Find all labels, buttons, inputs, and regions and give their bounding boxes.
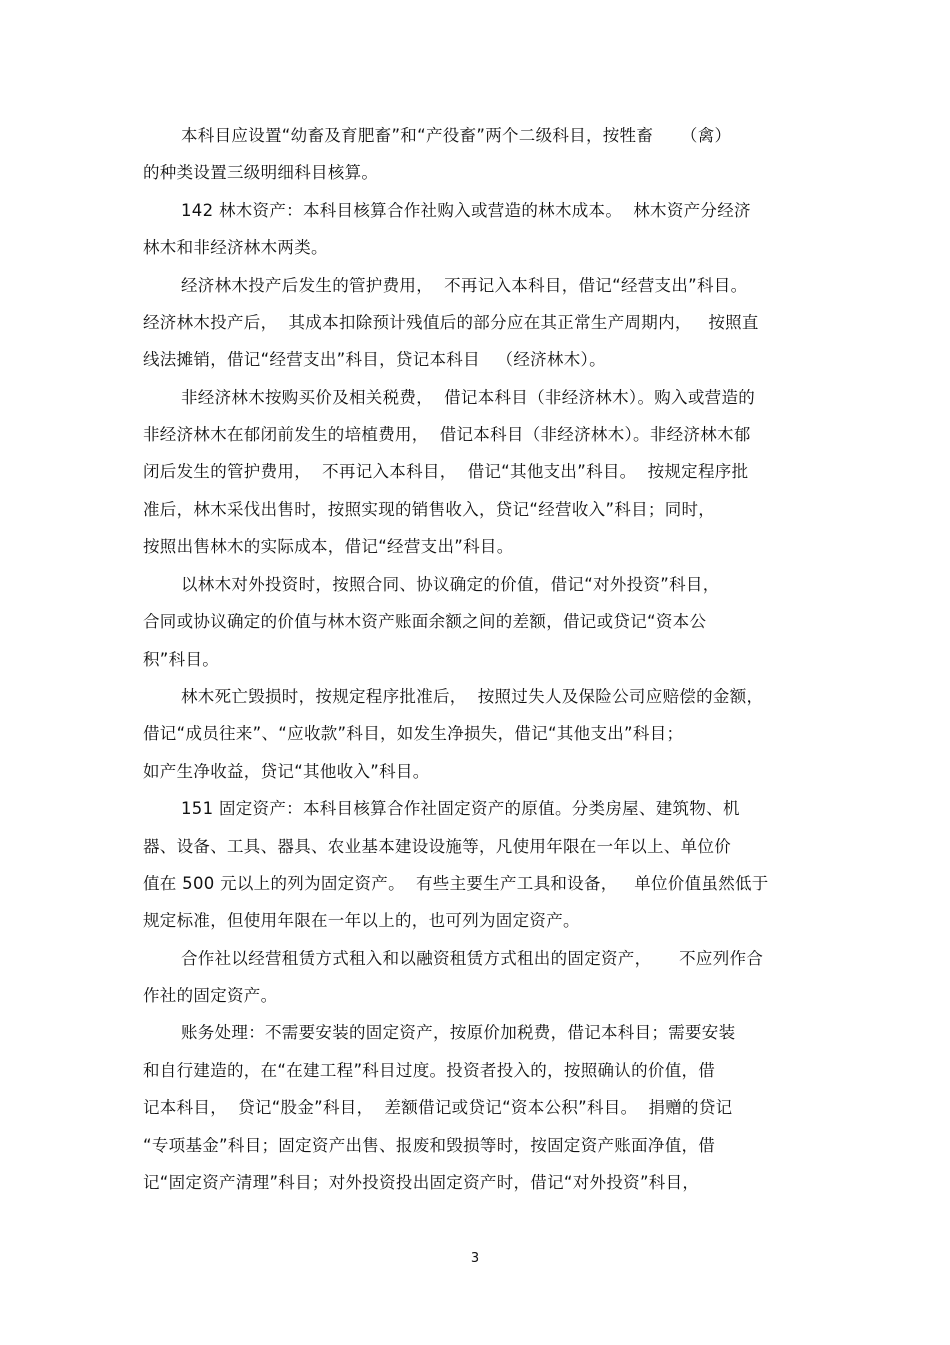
text-line: 规定标准，但使用年限在一年以上的，也可列为固定资产。: [143, 911, 580, 930]
text-line: 以林木对外投资时，按照合同、协议确定的价值，借记“对外投资”科目，: [181, 575, 720, 594]
text-line: 线法摊销，借记“经营支出”科目，贷记本科目 （经济林木）。: [143, 350, 606, 369]
text-line: 账务处理：不需要安装的固定资产，按原价加税费，借记本科目；需要安装: [181, 1023, 736, 1042]
text-line: 经济林木投产后发生的管护费用， 不再记入本科目，借记“经营支出”科目。: [181, 276, 748, 295]
text-line: 闭后发生的管护费用， 不再记入本科目， 借记“其他支出”科目。 按规定程序批: [143, 462, 749, 481]
text-line: “专项基金”科目；固定资产出售、报废和毁损等时，按固定资产账面净值，借: [143, 1136, 716, 1155]
text-line: 142 林木资产：本科目核算合作社购入或营造的林木成本。 林木资产分经济: [181, 201, 751, 220]
text-line: 经济林木投产后， 其成本扣除预计残值后的部分应在其正常生产周期内， 按照直: [143, 313, 759, 332]
text-line: 的种类设置三级明细科目核算。: [143, 163, 379, 182]
text-line: 林木和非经济林木两类。: [143, 238, 328, 257]
text-line: 合作社以经营租赁方式租入和以融资租赁方式租出的固定资产， 不应列作合: [181, 949, 764, 968]
text-line: 记本科目， 贷记“股金”科目， 差额借记或贷记“资本公积”科目。 捐赠的贷记: [143, 1098, 733, 1117]
text-line: 积”科目。: [143, 650, 220, 669]
text-line: 合同或协议确定的价值与林木资产账面余额之间的差额，借记或贷记“资本公: [143, 612, 707, 631]
text-line: 器、设备、工具、器具、农业基本建设设施等，凡使用年限在一年以上、单位价: [143, 837, 731, 856]
text-line: 作社的固定资产。: [143, 986, 278, 1005]
text-line: 记“固定资产清理”科目；对外投资投出固定资产时，借记“对外投资”科目，: [143, 1173, 700, 1192]
text-line: 如产生净收益，贷记“其他收入”科目。: [143, 762, 430, 781]
text-line: 准后，林木采伐出售时，按照实现的销售收入，贷记“经营收入”科目；同时，: [143, 500, 716, 519]
text-line: 值在 500 元以上的列为固定资产。 有些主要生产工具和设备， 单位价值虽然低于: [143, 874, 769, 893]
text-line: 非经济林木按购买价及相关税费， 借记本科目（非经济林木）。购入或营造的: [181, 388, 756, 407]
text-line: 本科目应设置“幼畜及育肥畜”和“产役畜”两个二级科目，按牲畜 （禽）: [181, 126, 732, 145]
text-line: 151 固定资产：本科目核算合作社固定资产的原值。分类房屋、建筑物、机: [181, 799, 740, 818]
text-line: 借记“成员往来”、“应收款”科目，如发生净损失，借记“其他支出”科目；: [143, 724, 684, 743]
text-line: 林木死亡毁损时，按规定程序批准后， 按照过失人及保险公司应赔偿的金额，: [181, 687, 764, 706]
text-line: 和自行建造的，在“在建工程”科目过度。投资者投入的，按照确认的价值，借: [143, 1061, 716, 1080]
page-number: 3: [470, 1251, 480, 1266]
text-line: 非经济林木在郁闭前发生的培植费用， 借记本科目（非经济林木）。非经济林木郁: [143, 425, 751, 444]
text-line: 按照出售林木的实际成本，借记“经营支出”科目。: [143, 537, 514, 556]
